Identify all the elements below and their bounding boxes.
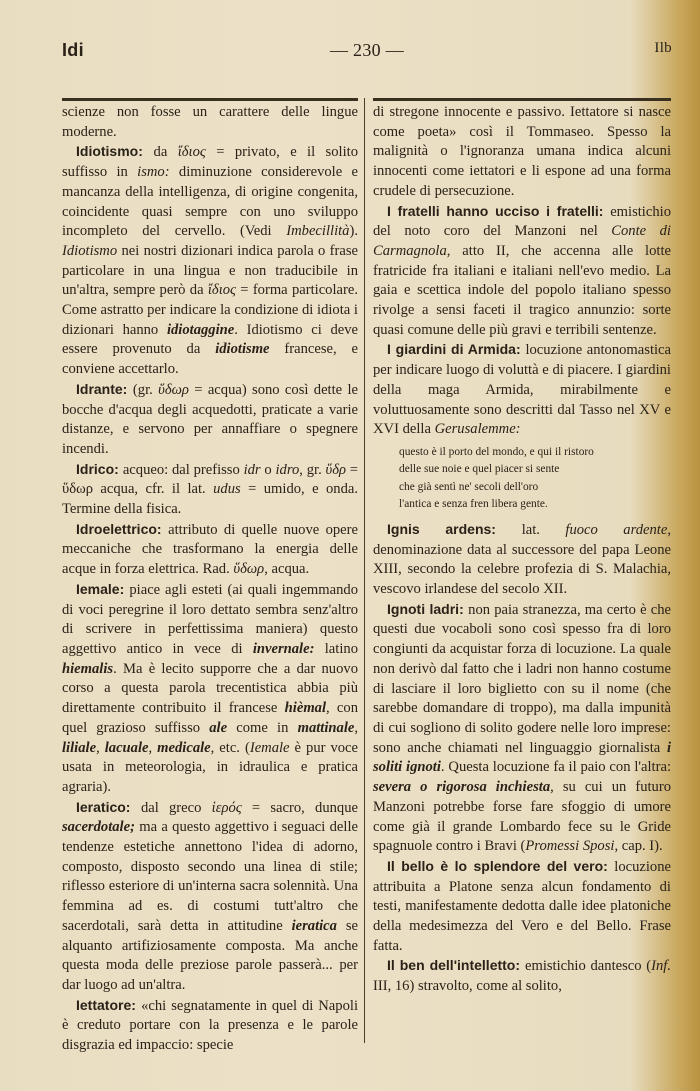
entry-text: severa o rigorosa inchiesta xyxy=(373,779,551,796)
entry-text: Gerusalemme: xyxy=(434,421,521,438)
entry-text: = umido, e onda. Termine della fisica. xyxy=(62,481,358,518)
entry-text: attributo di quelle nuove opere meccaniche che trasformano la energia delle acque in forza elettrica. Rad. xyxy=(62,521,358,578)
entry-text: ὕδωρ xyxy=(158,381,189,398)
entry-text: lacuale xyxy=(104,739,149,756)
entry-text: medicale xyxy=(157,739,211,756)
left-column-rule xyxy=(62,98,358,101)
entry-text: Imbecillità xyxy=(286,223,350,240)
entry-text: non paia stranezza, ma certo è che questi due vocaboli sono così spesso fra di loro congiunti da acquistar forza di locuzione. La quale non derivò dal fatto che i ladri non hanno costume di lasciare il loro biglietto con su il nome (che sarebbe domandare di troppo), ma dalla impunità di cui sogliono di solito godere nelle loro imprese: sono anche chiamati nel linguaggio giornalista xyxy=(373,601,671,756)
entry-text: piace agli esteti (ai quali ingemmando di voci peregrine il loro dettato sembra senz'altro di scrivere in perfettissima maniera) questo aggettivo antico in vece di xyxy=(62,581,358,657)
entry-text: emistichio dantesco ( xyxy=(524,958,652,975)
entry-text: ἴδιος xyxy=(207,282,236,299)
entry-text: Iemale xyxy=(249,739,290,756)
entry-text: = acqua) sono così dette le bocche d'acqua degli acquedotti, praticate a varie distanze, e servono per annaffiare o spegnere incendi. xyxy=(62,381,359,457)
dictionary-entry xyxy=(373,340,671,440)
entry-text: , xyxy=(354,719,359,736)
entry-text: «chi segnatamente in quel di Napoli è creduto portare con la presenza e le parole disgrazia ed impaccio: specie xyxy=(62,997,358,1054)
entry-text: , con quel grazioso suffisso xyxy=(62,700,358,736)
entry-text: locuzione antonomastica per indicare luogo di voluttà e di piacere. I giardini della maga Armida, mirabilmente e voluttuosamente sono descritti dal Tasso nel XV e XVI della xyxy=(373,342,672,438)
entry-text: = privato, e il solito suffisso in xyxy=(62,144,358,181)
dictionary-entry xyxy=(62,580,358,798)
left-column xyxy=(62,103,358,1056)
entry-text: = ὕδωρ acqua, cfr. il lat. xyxy=(62,461,359,498)
entry-text: . Idiotismo ci deve essere provenuto da xyxy=(62,321,358,358)
dictionary-entry xyxy=(373,202,671,341)
right-column-rule xyxy=(373,98,671,101)
entry-text: udus xyxy=(213,481,241,498)
entry-text: idr xyxy=(243,461,261,478)
entry-headword: Ignis ardens: xyxy=(387,520,522,537)
entry-text: ale xyxy=(209,719,228,736)
entry-headword: I fratelli hanno ucciso i fratelli: xyxy=(387,202,611,219)
entry-text: Conte di Carmagnola xyxy=(373,223,671,259)
entry-text: Inf. xyxy=(651,958,672,975)
entry-text: diminuzione considerevole e mancanza della intelligenza, di origine congenita, coincidente quasi sempre con uno sviluppo incompleto del cervello. (Vedi xyxy=(62,164,359,240)
entry-headword: Iemale: xyxy=(76,580,130,597)
dictionary-entry xyxy=(373,857,671,957)
entry-text: invernale: xyxy=(252,640,315,657)
entry-text: ma a questo aggettivo i seguaci delle tendenze estetiche annettono l'idea di adorno, composto, disposto secondo una linea di stile; riflesso esteriore di un'interna sacra solennità. Una femmina ad es. di costumi tutt'altro che sacerdotali, sarà detta in attitudine xyxy=(62,819,358,934)
entry-text: , xyxy=(96,739,105,756)
entry-text: mattinale xyxy=(297,719,355,736)
entry-text: sacerdotale; xyxy=(62,819,135,836)
entry-text: scienze non fosse un carattere delle lingue moderne. xyxy=(62,104,358,140)
entry-text: i soliti ignoti xyxy=(373,739,671,776)
entry-headword: Idiotismo: xyxy=(76,143,154,160)
verse-quote xyxy=(399,444,671,514)
entry-text: liliale xyxy=(62,739,97,756)
entry-text: ). xyxy=(349,223,358,240)
dictionary-entry xyxy=(62,798,358,996)
entry-headword: Ignoti ladri: xyxy=(387,600,469,617)
dictionary-entry xyxy=(373,600,671,857)
dictionary-entry xyxy=(373,520,671,600)
dictionary-entry xyxy=(62,142,358,379)
running-header xyxy=(62,40,672,68)
entry-text: hiemalis xyxy=(62,660,114,677)
dictionary-entry xyxy=(62,460,358,520)
entry-headword: I giardini di Armida: xyxy=(387,341,526,358)
verse-line: delle sue noie e quel piacer si sente xyxy=(399,463,560,476)
entry-text: è pur voce usata in meteorologia, in idraulica e pratica agraria). xyxy=(62,739,359,795)
entry-text: da xyxy=(153,144,178,161)
entry-text: di stregone innocente e passivo. Iettatore si nasce come poeta» così il Tommaseo. Spesso la malignità o l'ignoranza umana indica alcuni innocenti come iettatori e li espone ad una forma crudele di persecuzione. xyxy=(373,104,671,199)
dictionary-entry xyxy=(62,996,358,1056)
entry-text: idiotisme xyxy=(215,341,270,358)
entry-headword: Idroelettrico: xyxy=(76,520,169,537)
header-left-guideword: Idi xyxy=(62,40,84,60)
entry-text: ὕδρ xyxy=(325,461,346,478)
entry-text: ἱερός xyxy=(211,799,242,816)
right-column xyxy=(373,103,671,997)
entry-text: Promessi Sposi xyxy=(525,838,615,855)
entry-text: o xyxy=(260,461,276,478)
entry-text: ἴδιος xyxy=(177,144,206,161)
entry-text: , gr. xyxy=(299,461,326,478)
entry-text: nei nostri dizionari indica parola o frase particolare in una lingua e non traducibile in un'altra, sempre però da xyxy=(62,242,358,299)
page-number: — 230 — xyxy=(329,40,405,60)
entry-text: . Questa locuzione fa il paio con l'altra: xyxy=(440,759,672,776)
entry-text: , denominazione data al successore del papa Leone XIII, secondo la celebre profezia di S. Malachia, vescovo irlandese del secolo XII. xyxy=(373,521,671,598)
entry-text: hièmal xyxy=(284,700,327,717)
entry-headword: Idrico: xyxy=(76,460,123,477)
entry-text: dal greco xyxy=(140,799,212,816)
entry-text: , etc. ( xyxy=(210,739,250,756)
dictionary-entry xyxy=(373,956,671,996)
entry-text: , acqua. xyxy=(264,561,310,578)
entry-text: , cap. I). xyxy=(614,838,663,855)
entry-headword: Il bello è lo splendore del vero: xyxy=(387,857,615,874)
verse-line: che già sentì ne' secoli dell'oro xyxy=(399,480,539,493)
column-divider xyxy=(364,98,365,1043)
entry-text: latino xyxy=(314,640,358,657)
verse-line: questo è il porto del mondo, e qui il ristoro xyxy=(399,445,594,458)
entry-text: ismo: xyxy=(137,164,170,181)
entry-text: lat. xyxy=(521,521,566,538)
entry-text: come in xyxy=(227,719,298,736)
entry-headword: Ieratico: xyxy=(76,798,141,815)
header-right-guideword: Ilb xyxy=(654,40,672,56)
entry-headword: Iettatore: xyxy=(76,996,142,1013)
entry-text: fuoco ardente xyxy=(565,521,668,538)
entry-text: idiotaggine xyxy=(166,321,235,338)
entry-text: ieratica xyxy=(291,917,337,934)
entry-text: . Ma è lecito supporre che a dar nuovo corso a questa parola trecentistica abbia più direttamente contribuito il francese xyxy=(62,660,358,717)
entry-continuation xyxy=(373,103,671,202)
entry-text: locuzione attribuita a Platone senza alcun fondamento di testi, manifestamente dedotta dalle idee platoniche della medesimezza del Vero e del Bello. Frase fatta. xyxy=(373,858,671,954)
entry-headword: Idrante: xyxy=(76,380,133,397)
dictionary-entry xyxy=(62,520,358,580)
entry-text: francese, e conviene accettarlo. xyxy=(62,341,358,378)
entry-text: Idiotismo xyxy=(62,242,118,259)
entry-text: ὕδωρ xyxy=(233,561,265,578)
entry-text: = sacro, dunque xyxy=(241,799,358,816)
entry-text: se alquanto artifiziosamente composta. Ma anche questa moda delle preziose parole passerà... per dar luogo ad un'altra. xyxy=(62,917,359,993)
entry-text: idro xyxy=(275,461,300,478)
entry-text: emistichio del noto coro del Manzoni nel xyxy=(373,203,671,240)
dictionary-entry xyxy=(62,380,358,460)
entry-text: , atto II, che accenna alle lotte fratricide fra italiani e italiani nell'evo medio. La gaia e scettica indole del popolo italiano spesso rivolge a sensi faceti il tragico annunzio: sorte quasi comune delle più gravi e terribili sentenze. xyxy=(373,242,671,338)
entry-text: acqueo: dal prefisso xyxy=(122,461,244,478)
entry-text: , su cui un futuro Manzoni potrebbe forse fare sfoggio di umore come già il grande Lombardo fece su le Gride spagnuole contro i Bravi ( xyxy=(373,779,672,855)
entry-text: , xyxy=(148,739,158,756)
entry-text: = forma particolare. Come astratto per indicare la condizione di idiota i dizionari hanno xyxy=(62,282,358,338)
entry-continuation xyxy=(62,103,358,142)
entry-text: III, 16) stravolto, come al solito, xyxy=(373,978,562,995)
verse-line: l'antica e senza fren libera gente. xyxy=(399,498,548,511)
entry-headword: Il ben dell'intelletto: xyxy=(387,957,525,974)
entry-text: (gr. xyxy=(132,381,159,398)
